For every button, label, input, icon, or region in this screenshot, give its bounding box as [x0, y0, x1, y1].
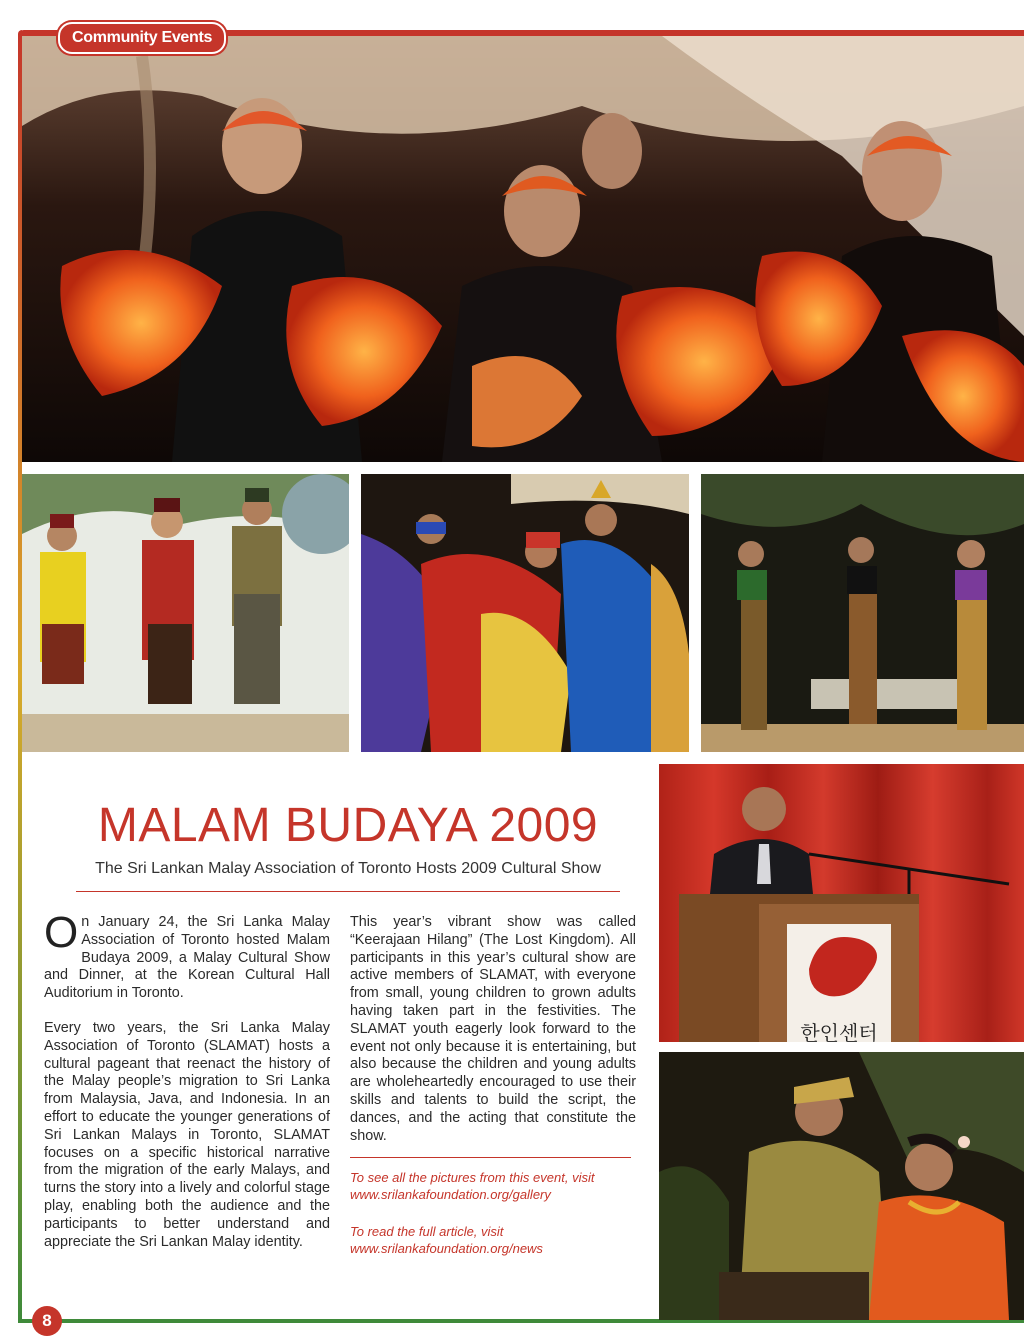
article-paragraph: Every two years, the Sri Lanka Malay Association of Toronto (SLAMAT) hosts a cultural pageant that reenact the history of the Malay people’s migration to Sri Lanka from Malaysia, Java, and Indonesia. In an effort to educate the younger generations of Sri Lankan Malays in Toronto, SLAMAT focuses on a specific historical narrative from the migration of the early Malays, and turns the story into a lively and colorful stage play, enabling both the audience and the participants to better understand and appreciate the Sri Lankan Malay identity.: [44, 1019, 330, 1250]
article-paragraph: On January 24, the Sri Lanka Malay Association of Toronto hosted Malam Budaya 2009, a Malay Cultural Show and Dinner, at the Korean Cultural Hall Auditorium in Toronto.: [44, 908, 330, 1002]
drop-cap: O: [44, 908, 79, 957]
section-tab: Community Events: [58, 22, 226, 54]
podium-sign-text: 한인센터: [800, 1021, 878, 1042]
hero-photo-dancers: [22, 36, 1024, 462]
news-link-note[interactable]: To read the full article, visit www.srilankafoundation.org/news: [350, 1224, 543, 1256]
article-title: MALAM BUDAYA 2009: [97, 799, 599, 852]
photo-men-in-costume: [22, 474, 349, 752]
article-subtitle: The Sri Lankan Malay Association of Toronto Hosts 2009 Cultural Show: [95, 860, 601, 877]
notes-divider: [350, 1157, 631, 1158]
title-divider: [76, 891, 620, 892]
photo-royal-court-scene: [361, 474, 689, 752]
page-number: 8: [32, 1306, 62, 1336]
gallery-link-note[interactable]: To see all the pictures from this event, visit www.srilankafoundation.org/gallery: [350, 1170, 595, 1202]
article-paragraph: This year’s vibrant show was called “Keerajaan Hilang” (The Lost Kingdom). All participants in this year’s cultural show are active members of SLAMAT, with everyone from small, young children to grown adults having taken part in the festivities. The SLAMAT youth eagerly look forward to the event not only because it is entertaining, but also because the children and young adults are wholeheartedly encouraged to use their skills and talents to build the script, the dances, and the acting that constitute the show.: [350, 914, 636, 1144]
article-column-2: [350, 914, 636, 1162]
article-column-1: [44, 908, 330, 1268]
photo-actors-scene: [659, 1052, 1024, 1320]
photo-three-dancers: [701, 474, 1024, 752]
photo-speaker-at-podium: [659, 764, 1024, 1042]
